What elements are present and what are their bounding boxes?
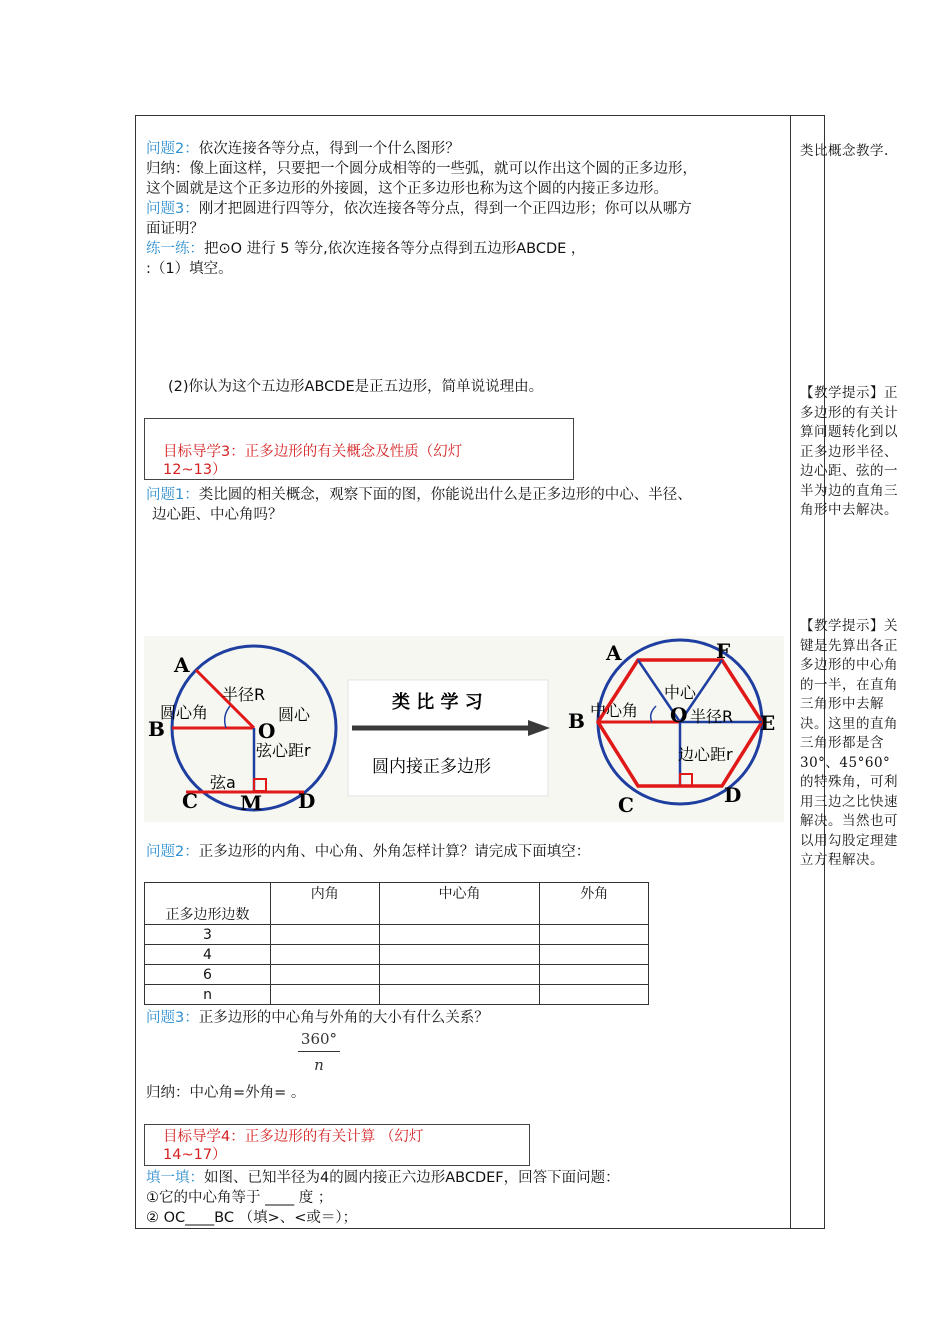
hex-point-c-label: C: [618, 793, 634, 817]
point-o-label: O: [258, 719, 276, 743]
point-b-label: B: [148, 717, 165, 741]
central-angle-label: 圆心角: [160, 703, 209, 722]
hex-point-d-label: D: [724, 783, 742, 807]
table-cell-input[interactable]: [540, 945, 649, 965]
angle-question-2: 问题2：正多边形的内角、中心角、外角怎样计算？请完成下面填空：: [146, 844, 591, 860]
fill-in-question: 填一填：如图、已知半径为4的圆内接正六边形ABCDEF，回答下面问题：: [146, 1170, 620, 1186]
polygon-analogy-figure: [144, 636, 784, 822]
radius-label: 半径R: [222, 685, 266, 704]
concept-question-1-cont: 边心距、中心角吗？: [152, 507, 283, 523]
table-cell-input[interactable]: [540, 985, 649, 1005]
question-3: 问题3：刚才把圆进行四等分，依次连接各等分点，得到一个正四边形；你可以从哪方: [146, 201, 692, 217]
analogy-subtitle: 圆内接正多边形: [372, 757, 491, 777]
table-cell-input[interactable]: [271, 925, 380, 945]
analogy-arrow-panel: [348, 680, 550, 796]
hex-point-b-label: B: [568, 709, 585, 733]
point-a-label: A: [174, 653, 190, 677]
table-row: 3: [145, 925, 649, 945]
summary-line-2: 这个圆就是这个正多边形的外接圆，这个正多边形也称为这个圆的内接正多边形。: [146, 181, 668, 197]
hex-point-a-label: A: [606, 641, 622, 665]
hex-center-label: 中心: [664, 683, 697, 702]
table-header-row: [145, 883, 649, 925]
table-header-interior: 内角: [271, 883, 380, 925]
table-cell-input[interactable]: [271, 945, 380, 965]
table-row-header: 正多边形边数: [145, 883, 271, 925]
concept-question-1: 问题1：类比圆的相关概念，观察下面的图，你能说出什么是正多边形的中心、半径、: [146, 487, 692, 503]
goal-4-line-2: 14~17）: [163, 1147, 227, 1163]
analogy-title: 类 比 学 习: [392, 692, 483, 713]
table-cell-input[interactable]: [271, 965, 380, 985]
question-2: 问题2：依次连接各等分点，得到一个什么图形？: [146, 141, 460, 157]
fraction-360-over-n: 360° n: [298, 1030, 340, 1074]
goal-4-line-1: 目标导学4：正多边形的有关计算 （幻灯: [163, 1129, 424, 1145]
exercise: 练一练：把⊙O 进行 5 等分,依次连接各等分点得到五边形ABCDE ，: [146, 241, 586, 257]
angle-question-3: 问题3：正多边形的中心角与外角的大小有什么关系？: [146, 1010, 489, 1026]
side-note-teaching-tip-1: 【教学提示】正 多边形的有关计 算问题转化到以 正多边形半径、 边心距、弦的一 半为边的直角三 角形中去解决。: [800, 385, 898, 518]
table-row: n: [145, 985, 649, 1005]
table-row: 4: [145, 945, 649, 965]
point-m-label: M: [240, 791, 263, 815]
angle-table: [144, 882, 649, 1005]
center-label: 圆心: [278, 705, 311, 724]
exercise-part-1: :（1）填空。: [146, 261, 233, 277]
table-row: 6: [145, 965, 649, 985]
goal-3-line-2: 12~13）: [163, 462, 227, 478]
side-note-analogy: 类比概念教学.: [800, 143, 889, 159]
hex-radius-label: 半径R: [690, 707, 734, 726]
point-d-label: D: [298, 789, 316, 813]
apothem-label: 弦心距r: [256, 741, 311, 760]
table-header-exterior: 外角: [540, 883, 649, 925]
table-cell-input[interactable]: [379, 945, 540, 965]
angle-summary: 归纳：中心角=外角= 。: [146, 1085, 306, 1101]
table-cell-input[interactable]: [379, 965, 540, 985]
summary-line-1: 归纳：像上面这样，只要把一个圆分成相等的一些弧，就可以作出这个圆的正多边形，: [146, 161, 697, 177]
table-cell-input[interactable]: [271, 985, 380, 1005]
hex-point-e-label: E: [760, 711, 776, 735]
fill-in-item-2: ② OC____BC （填>、<或＝）；: [146, 1210, 358, 1226]
table-header-central: 中心角: [379, 883, 540, 925]
table-cell-input[interactable]: [379, 985, 540, 1005]
table-cell-input[interactable]: [379, 925, 540, 945]
side-note-teaching-tip-2: 【教学提示】关 键是先算出各正 多边形的中心角 的一半，在直角 三角形中去解 决。这里的直角 三角形都是含 30°、45°60° 的特殊角，可利 用三边之比快速 解决。当然也可 以用勾股定理建 立方程解决。: [800, 618, 898, 868]
column-divider: [790, 116, 791, 1228]
table-cell-input[interactable]: [540, 925, 649, 945]
question-3-cont: 面证明？: [146, 221, 204, 237]
exercise-part-2: (2)你认为这个五边形ABCDE是正五边形，简单说说理由。: [168, 379, 544, 395]
hex-apothem-label: 边心距r: [678, 745, 733, 764]
hex-point-f-label: F: [716, 639, 731, 663]
fill-in-item-1: ①它的中心角等于 ____ 度 ；: [146, 1190, 333, 1206]
goal-4-box: [144, 1124, 530, 1166]
hex-point-o-label: O: [670, 703, 688, 727]
hex-central-angle-label: 中心角: [590, 701, 639, 720]
chord-label: 弦a: [210, 773, 236, 792]
table-cell-input[interactable]: [540, 965, 649, 985]
goal-3-line-1: 目标导学3：正多边形的有关概念及性质（幻灯: [163, 444, 463, 460]
goal-3-box: [144, 418, 574, 480]
point-c-label: C: [182, 789, 198, 813]
